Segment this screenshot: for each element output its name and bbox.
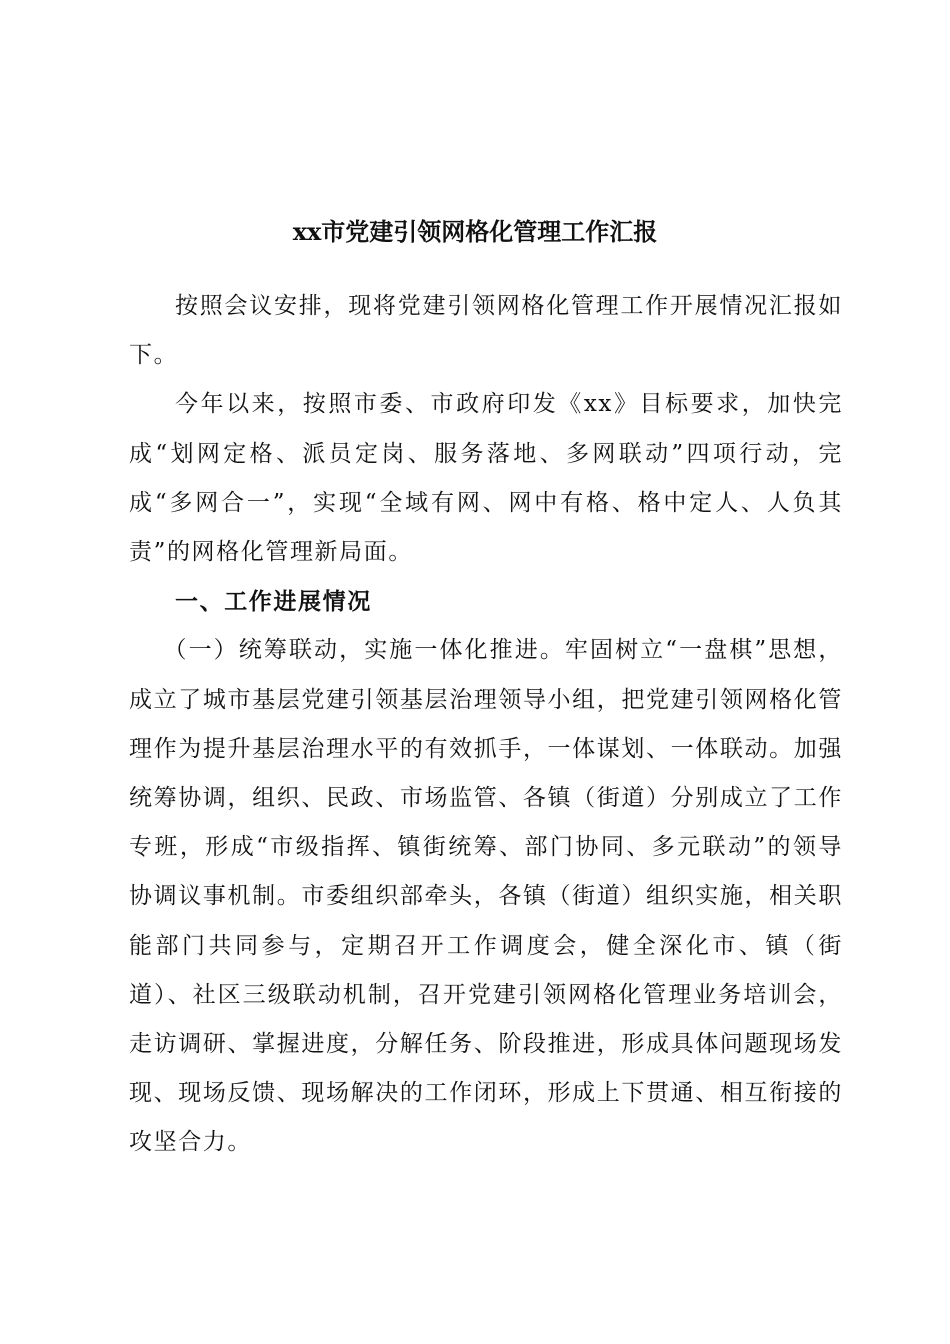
intro-paragraph: 按照会议安排，现将党建引领网格化管理工作开展情况汇报如下。 — [129, 293, 843, 369]
document-title: xx市党建引领网格化管理工作汇报 — [292, 217, 658, 246]
subsection-paragraph: （一）统筹联动，实施一体化推进。牢固树立“一盘棋”思想，成立了城市基层党建引领基层治理领导小组，把党建引领网格化管理作为提升基层治理水平的有效抓手，一体谋划、一体联动。加强统筹协调，组织、民政、市场监管、各镇（街道）分别成立了工作专班，形成“市级指挥、镇街统筹、部门协同、多元联动”的领导协调议事机制。市委组织部牵头，各镇（街道）组织实施，相关职能部门共同参与，定期召开工作调度会，健全深化市、镇（街道）、社区三级联动机制，召开党建引领网格化管理业务培训会，走访调研、掌握进度，分解任务、阶段推进，形成具体问题现场发现、现场反馈、现场解决的工作闭环，形成上下贯通、相互衔接的攻坚合力。 — [129, 637, 843, 1156]
document-body — [129, 282, 843, 1168]
section-heading: 一、工作进展情况 — [175, 588, 372, 616]
overview-paragraph: 今年以来，按照市委、市政府印发《xx》目标要求，加快完成“划网定格、派员定岗、服务落地、多网联动”四项行动，完成“多网合一”，实现“全域有网、网中有格、格中定人、人负其责”的网格化管理新局面。 — [129, 391, 843, 566]
